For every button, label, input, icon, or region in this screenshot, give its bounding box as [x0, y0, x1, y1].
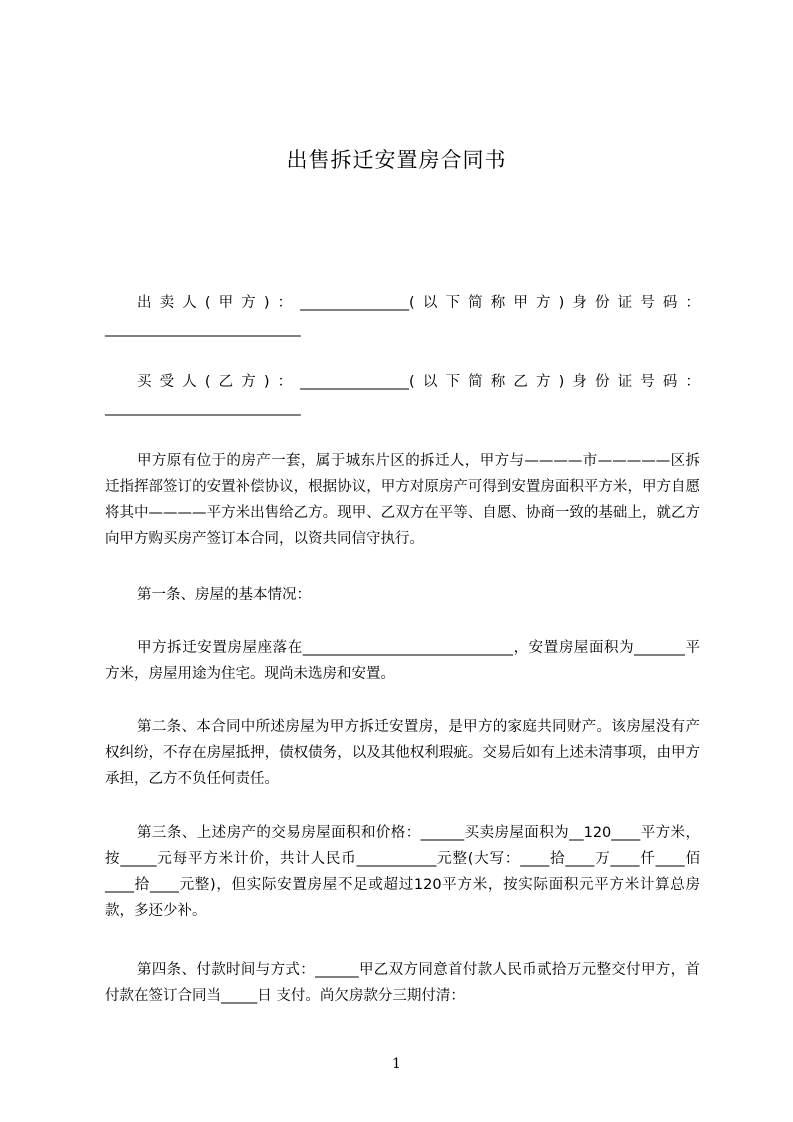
article-1-heading: 第一条、房屋的基本情况：	[137, 587, 311, 603]
seller-party-line: 出卖人(甲方)：_______________(以下简称甲方)身份证号码：___________________________	[105, 295, 700, 337]
buyer-party-line: 买受人(乙方)：_______________(以下简称乙方)身份证号码：___________________________	[105, 374, 700, 416]
article-4-paragraph: 第四条、付款时间与方式：______甲乙双方同意首付款人民币贰拾万元整交付甲方，首付款在签订合同当_____日 支付。尚欠房款分三期付清：	[105, 962, 700, 1004]
article-3-paragraph: 第三条、上述房产的交易房屋面积和价格：______买卖房屋面积为__120____平方米，按_____元每平方米计价，共计人民币___________元整(大写：____拾____万____仟____佰____拾____元整)，但实际安置房屋不足或超过120平方米，按实际面积元平方米计算总房款，多还少补。	[105, 825, 700, 919]
article-1-body: 甲方拆迁安置房屋座落在_____________________________，安置房屋面积为_______平方米，房屋用途为住宅。现尚未选房和安置。	[105, 640, 700, 682]
document-title: 出售拆迁安置房合同书	[286, 148, 507, 172]
article-2-paragraph: 第二条、本合同中所述房屋为甲方拆迁安置房，是甲方的家庭共同财产。该房屋没有产权纠纷，不存在房屋抵押，债权债务，以及其他权利瑕疵。交易后如有上述未清事项，由甲方承担，乙方不负任何责任。	[105, 719, 700, 787]
page-number: 1	[392, 1056, 401, 1072]
intro-paragraph: 甲方原有位于的房产一套，属于城东片区的拆迁人，甲方与————市—————区拆迁指挥部签订的安置补偿协议，根据协议，甲方对原房产可得到安置房面积平方米，甲方自愿将其中————平方米出售给乙方。现甲、乙双方在平等、自愿、协商一致的基础上，就乙方向甲方购买房产签订本合同，以资共同信守执行。	[105, 453, 700, 547]
